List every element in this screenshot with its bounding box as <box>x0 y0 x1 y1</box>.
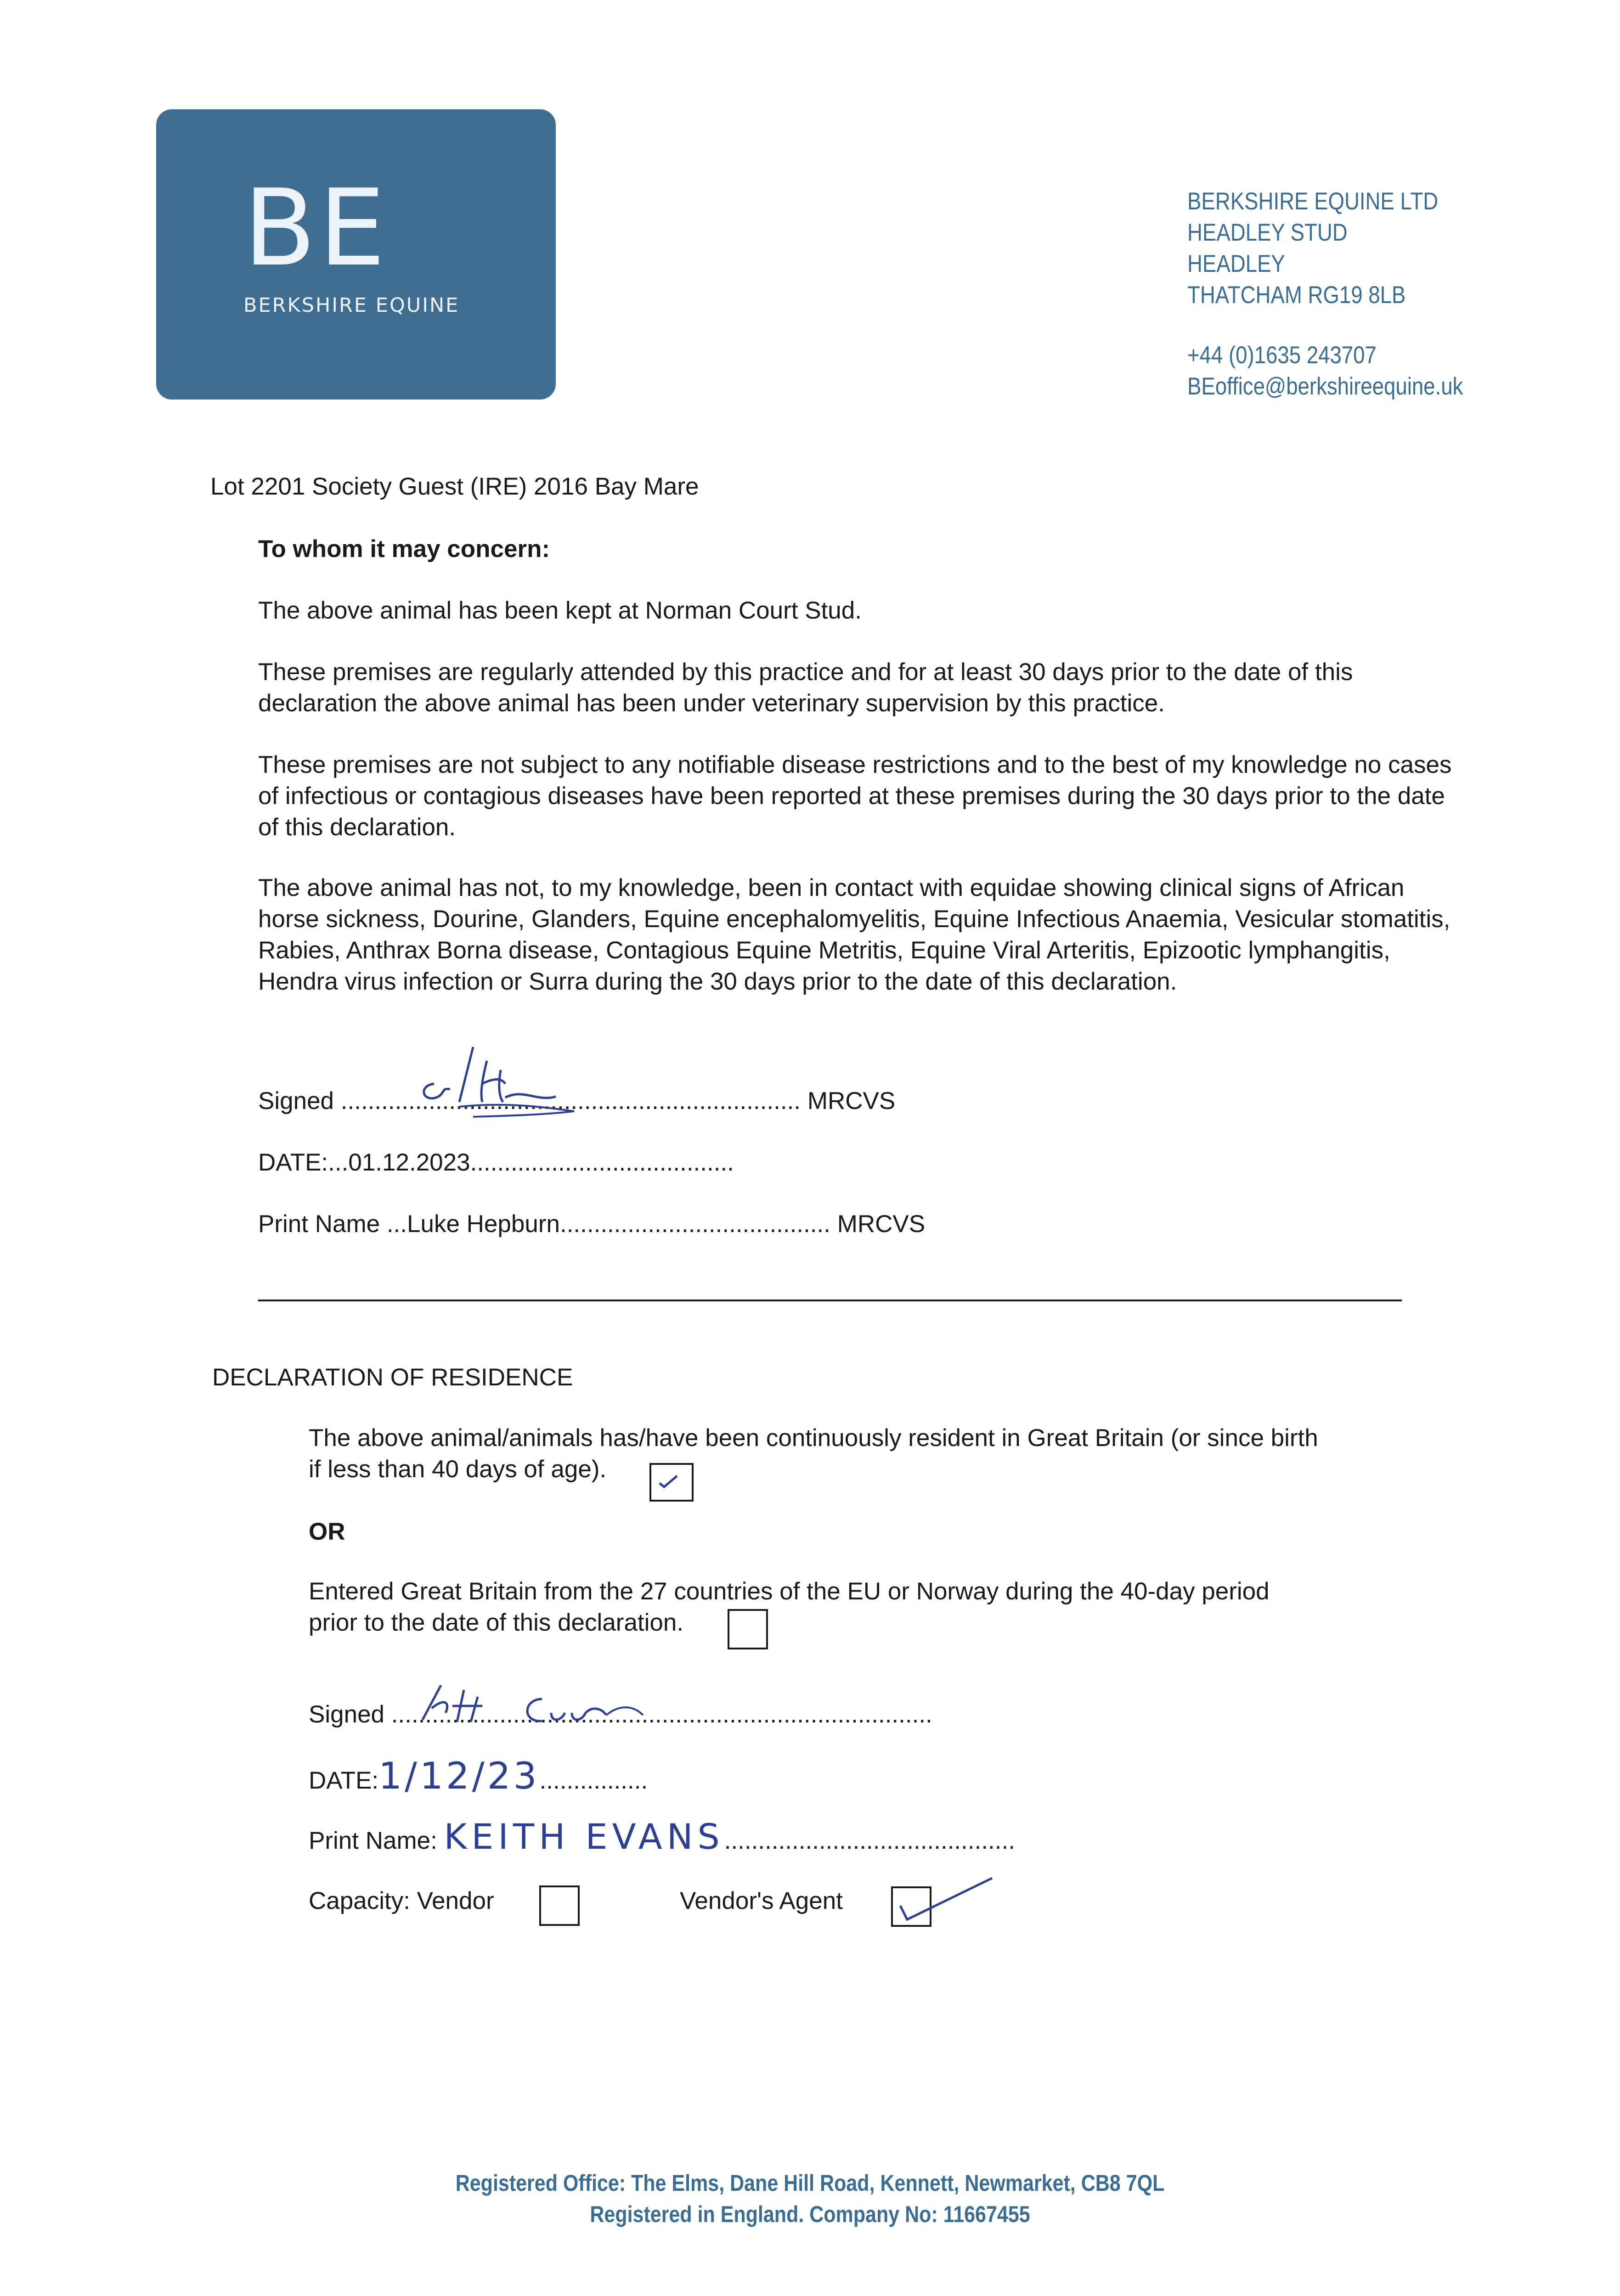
footer-line1: Registered Office: The Elms, Dane Hill Road, Kennett, Newmarket, CB8 7QL <box>455 2170 1165 2196</box>
lot-line: Lot 2201 Society Guest (IRE) 2016 Bay Mare <box>210 473 699 500</box>
residence-option2-line2: prior to the date of this declaration. <box>309 1609 684 1636</box>
phone-number: +44 (0)1635 243707 <box>1187 342 1377 369</box>
option1-checkbox[interactable] <box>649 1463 694 1502</box>
address-line: HEADLEY STUD <box>1187 219 1348 246</box>
residence-option2-line1: Entered Great Britain from the 27 countries of the EU or Norway during the 40-day period <box>309 1578 1270 1605</box>
option2-checkbox[interactable] <box>728 1609 768 1649</box>
vet-print-value: Luke Hepburn <box>407 1210 560 1238</box>
vet-print-suffix: MRCVS <box>837 1210 926 1238</box>
paragraph-supervision: These premises are regularly attended by this practice and for at least 30 days prior to the date of this declaration the above animal has been under veterinary supervision by this practice. <box>258 658 1353 717</box>
vet-date-line: DATE:...01.12.2023....................................... <box>258 1149 734 1176</box>
vendor-signature-drawing <box>413 1671 698 1731</box>
capacity-vendor-label: Capacity: Vendor <box>309 1887 494 1914</box>
address-line: BERKSHIRE EQUINE LTD <box>1187 188 1439 215</box>
address-line: THATCHAM RG19 8LB <box>1187 281 1406 309</box>
vendor-checkbox[interactable] <box>539 1885 580 1926</box>
company-logo <box>156 109 556 400</box>
capacity-agent-label: Vendor's Agent <box>680 1887 843 1914</box>
company-address <box>1187 186 1479 311</box>
vet-print-line: Print Name ...Luke Hepburn........................................ MRCVS <box>258 1210 926 1238</box>
paragraph-restrictions: These premises are not subject to any notifiable disease restrictions and to the best of my knowledge no cases of infectious or contagious diseases have been reported at these premises during the 30 days prior to the date of this declaration. <box>258 751 1452 841</box>
residence-option1-line1: The above animal/animals has/have been continuously resident in Great Britain (or since birth <box>309 1424 1318 1452</box>
logo-letters: BE <box>243 167 389 290</box>
dotted-leader: .................................................................... <box>340 1087 801 1114</box>
email-address: BEoffice@berkshireequine.uk <box>1187 373 1463 400</box>
check-mark-icon <box>649 1463 690 1498</box>
vet-signed-suffix: MRCVS <box>807 1087 896 1114</box>
residence-heading: DECLARATION OF RESIDENCE <box>212 1364 573 1391</box>
vendor-date-value: 1/12/23 <box>378 1755 540 1797</box>
vet-date-label: DATE: <box>258 1149 328 1176</box>
vendor-print-value: KEITH EVANS <box>444 1816 724 1857</box>
footer-registered-office <box>0 2167 1620 2230</box>
paragraph-contact: The above animal has not, to my knowledge, been in contact with equidae showing clinical signs of African horse sickness, Dourine, Glanders, Equine encephalomyelitis, Equine Infectious Anaemia, Vesicular stomatitis, Rabies, Anthrax Borna disease, Contagious Equine Metritis, Equine Viral Arteritis, Epizootic lymphangitis, Hendra virus infection or Surra during the 30 days prior to the date of this declaration. <box>258 874 1451 995</box>
or-label: OR <box>309 1518 345 1545</box>
vet-signature-drawing <box>390 1033 629 1125</box>
vendor-date-label: DATE: <box>309 1767 379 1794</box>
vendor-print-line: Print Name: KEITH EVANS........................................... <box>309 1816 1015 1857</box>
vet-date-value: 01.12.2023 <box>348 1149 470 1176</box>
section-divider <box>258 1300 1402 1301</box>
vendor-signed-line: Signed ................................................................................ <box>309 1701 932 1728</box>
vendor-date-line: DATE:1/12/23................ <box>309 1755 648 1797</box>
agent-check-mark-icon <box>891 1874 1001 1929</box>
vendor-print-label: Print Name: <box>309 1827 437 1854</box>
residence-option1-line2: if less than 40 days of age). <box>309 1456 607 1483</box>
logo-subtitle: BERKSHIRE EQUINE <box>243 294 460 317</box>
footer-line2: Registered in England. Company No: 11667455 <box>590 2201 1030 2227</box>
vendor-signed-label: Signed <box>309 1701 385 1728</box>
vet-signed-label: Signed <box>258 1087 334 1114</box>
company-contact <box>1187 340 1508 402</box>
paragraph-kept: The above animal has been kept at Norman Court Stud. <box>258 597 862 624</box>
vet-print-label: Print Name <box>258 1210 380 1238</box>
salutation: To whom it may concern: <box>258 535 550 563</box>
address-line: HEADLEY <box>1187 250 1285 277</box>
